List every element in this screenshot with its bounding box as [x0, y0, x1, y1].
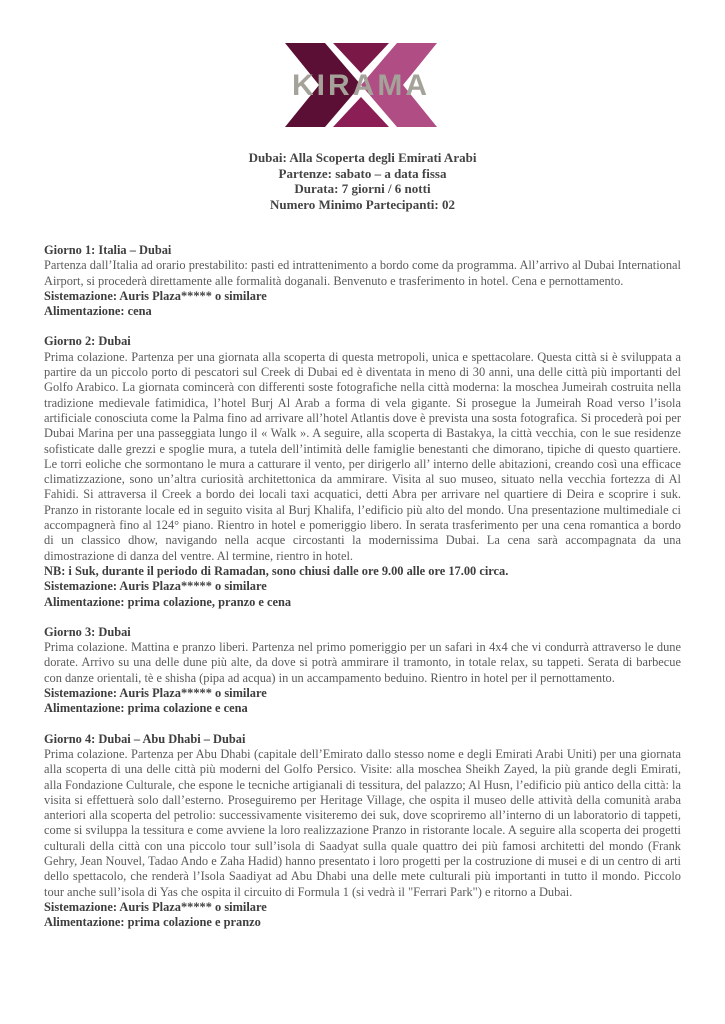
day-accommodation: Sistemazione: Auris Plaza***** o similare: [44, 288, 267, 303]
day-description: Prima colazione. Mattina e pranzo liberi. Partenza nel primo pomeriggio per un safari in 4x4 che vi condurrà attraverso le dune dorate. Arrivo su una delle dune più alte, da dove si potrà ammirare il tramonto, in totale relax, su tappeti. Serata di barbecue con danze orientali, tè e shisha (pipa ad acqua) in un accampamento beduino. Rientro in hotel per il pernottamento.: [44, 640, 681, 685]
day-meals: Alimentazione: cena: [44, 304, 152, 319]
day-description: Prima colazione. Partenza per Abu Dhabi (capitale dell’Emirato dallo stesso nome e degli Emirati Arabi Uniti) per una giornata alla scoperta di una delle città più moderni del Golfo Persico. Visite: alla moschea Sheikh Zayed, la più grande degli Emirati, alla Fondazione Culturale, che espone le tecniche artigianali di tessitura, del palazzo; Al Husn, l’edificio più antico della città: la visita si effettuerà solo dall’esterno. Proseguiremo per Heritage Village, che ospita il museo delle attività della comunità araba anteriori alla scoperta del petrolio: successivamente visiteremo dei suk, dove scopriremo all’interno di un laboratorio di tappeti, come si sviluppa la tessitura e come avviene la loro realizzazione Pranzo in ristorante locale. A seguire alla scoperta dei progetti culturali della città con una piccolo tour sull’isola di Saadyat sulla quale quattro dei più famosi architetti del mondo (Frank Gehry, Jean Nouvel, Tadao Ando e Zaha Hadid) hanno presentato i loro progetti per la costruzione di musei e di un centro di arti dello spettacolo, che renderà l’Isola Saadiyat ad Abu Dhabi una delle mete culturali più importanti in tutto il mondo. Piccolo tour anche sull’isola di Yas che ospita il circuito di Formula 1 (si vedrà il "Ferrari Park") e ritorno a Dubai.: [44, 746, 681, 899]
day-meals: Alimentazione: prima colazione, pranzo e cena: [44, 594, 292, 609]
day-title: Giorno 1: Italia – Dubai: [44, 243, 172, 257]
day-4-section: [44, 732, 681, 931]
day-note: NB: i Suk, durante il periodo di Ramadan, sono chiusi dalle ore 9.00 alle ore 17.00 circa.: [44, 563, 509, 578]
day-description: Prima colazione. Partenza per una giornata alla scoperta di questa metropoli, unica e spettacolare. Questa città si è sviluppata a partire da un piccolo porto di pescatori sul Creek di Dubai ed è diventata in meno di 30 anni, una delle città più importanti del Golfo Arabico. La giornata comincerà con differenti soste fotografiche nella città moderna: la moschea Jumeirah costruita nella tradizione medievale fatimidica, l’hotel Burj Al Arab a forma di vela gigante. Si prosegue la Jumeirah Road verso l’isola artificiale conosciuta come la Palma fino ad arrivare all’hotel Atlantis dove è prevista una sosta fotografica. Si procederà poi per Dubai Marina per una passeggiata lungo il « Walk ». A seguire, alla scoperta di Bastakya, la città vecchia, con le sue residenze sofisticate dalle grezzi e spoglie mura, a tutela dell’intimità delle famiglie benestanti che dimorano, tipiche di questo quartiere. Le torri eoliche che sormontano le mura a catturare il vento, per dirigerlo all’ interno delle abitazioni, creando così una efficace climatizzazione, sono un’altra curiosità architettonica da ammirare. Visita al suo museo, situato nella vecchia fortezza di Al Fahidi. Si attraversa il Creek a bordo dei locali taxi acquatici, detti Abra per arrivare nel quartiere di Deira e scoprire i suk. Pranzo in ristorante locale ed in seguito visita al Burj Khalifa, l’edificio più alto del mondo. Una presentazione multimediale ci accompagnerà fino al 124° piano. Rientro in hotel e pomeriggio libero. In serata trasferimento per una cena romantica a bordo di un classico dhow, navigando nella acque circostanti la modernissima Dubai. La cena sarà accompagnata da una dimostrazione di danza del ventre. Al termine, rientro in hotel.: [44, 349, 681, 563]
day-1-section: [44, 243, 681, 319]
day-meals: Alimentazione: prima colazione e cena: [44, 701, 248, 716]
day-accommodation: Sistemazione: Auris Plaza***** o similare: [44, 686, 267, 701]
day-2-section: [44, 334, 681, 609]
day-description: Partenza dall’Italia ad orario prestabilito: pasti ed intrattenimento a bordo come da programma. All’arrivo al Dubai International Airport, si procederà direttamente alle formalità doganali. Benvenuto e trasferimento in hotel. Cena e pernottamento.: [44, 258, 681, 288]
trip-departures: Partenze: sabato – a data fissa: [278, 165, 447, 181]
itinerary: [44, 243, 681, 945]
day-3-section: [44, 625, 681, 717]
trip-min-participants: Numero Minimo Partecipanti: 02: [270, 196, 455, 212]
day-accommodation: Sistemazione: Auris Plaza***** o similare: [44, 899, 267, 914]
day-title: Giorno 3: Dubai: [44, 624, 131, 639]
day-accommodation: Sistemazione: Auris Plaza***** o similare: [44, 579, 267, 594]
day-title: Giorno 4: Dubai – Abu Dhabi – Dubai: [44, 731, 246, 746]
trip-title: Dubai: Alla Scoperta degli Emirati Arabi: [248, 150, 477, 165]
svg-text:KIRAMA: KIRAMA: [292, 69, 430, 102]
day-title: Giorno 2: Dubai: [44, 334, 131, 349]
day-meals: Alimentazione: prima colazione e pranzo: [44, 915, 261, 930]
trip-duration: Durata: 7 giorni / 6 notti: [294, 181, 431, 196]
kirama-logo: [257, 43, 465, 127]
trip-header: [0, 150, 725, 212]
